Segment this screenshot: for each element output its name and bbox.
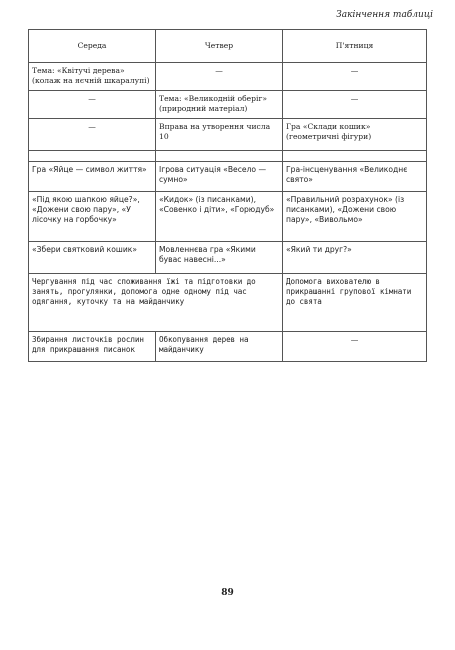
table-cell: Гра «Яйце — символ життя» [29,162,156,192]
table-cell: Гра «Склади кошик» (геометричні фігури) [283,119,427,151]
table-spacer-row [29,151,427,162]
table-cell: «Кидок» (із писанками), «Совенко і діти», «Горюдуб» [156,192,283,242]
table-row [29,192,427,242]
table-cell [283,151,427,162]
table-cell: «Збери святковий кошик» [29,242,156,274]
table-cell: Мовленнєва гра «Якими бувас навесні...» [156,242,283,274]
table-row [29,91,427,119]
table-cell: Тема: «Квітучі дерева» (колаж на яєчній шкаралупі) [29,63,156,91]
table-row [29,332,427,362]
table-cell: — [283,63,427,91]
table-cell: — [29,119,156,151]
table-cell [29,151,156,162]
table-continuation-note: Закінчення таблиці [336,10,433,20]
table-cell: «Який ти друг?» [283,242,427,274]
table-cell: — [283,332,427,362]
table-cell: Допомога вихователю в прикрашанні групової кімнати до свята [283,274,427,332]
column-header-thursday: Четвер [156,30,283,63]
table-cell: — [29,91,156,119]
table-row [29,63,427,91]
table-cell: Чергування під час споживання їжі та підготовки до занять, прогулянки, допомога одне одному під час одягання, куточку та на майданчику [29,274,283,332]
table-cell: Тема: «Великодній оберіг» (природний матеріал) [156,91,283,119]
weekly-schedule-table [28,29,427,362]
table-row [29,274,427,332]
table-cell: Обкопування дерев на майданчику [156,332,283,362]
table-cell: «Правильний розрахунок» (із писанками), «Дожени свою пару», «Вивольмо» [283,192,427,242]
page-number: 89 [221,588,234,598]
table-cell: «Під якою шапкою яйце?», «Дожени свою пару», «У лісочку на горбочку» [29,192,156,242]
table-cell: Гра-інсценування «Великоднє свято» [283,162,427,192]
column-header-friday: П'ятниця [283,30,427,63]
table-cell: Збирання листочків рослин для прикрашання писанок [29,332,156,362]
table-row [29,242,427,274]
column-header-wednesday: Середа [29,30,156,63]
table-cell: — [283,91,427,119]
table-cell [156,151,283,162]
table-cell: Вправа на утворення числа 10 [156,119,283,151]
table-row [29,119,427,151]
table-cell: Ігрова ситуація «Весело — сумно» [156,162,283,192]
table-header-row [29,30,427,63]
table-cell: — [156,63,283,91]
table-row [29,162,427,192]
